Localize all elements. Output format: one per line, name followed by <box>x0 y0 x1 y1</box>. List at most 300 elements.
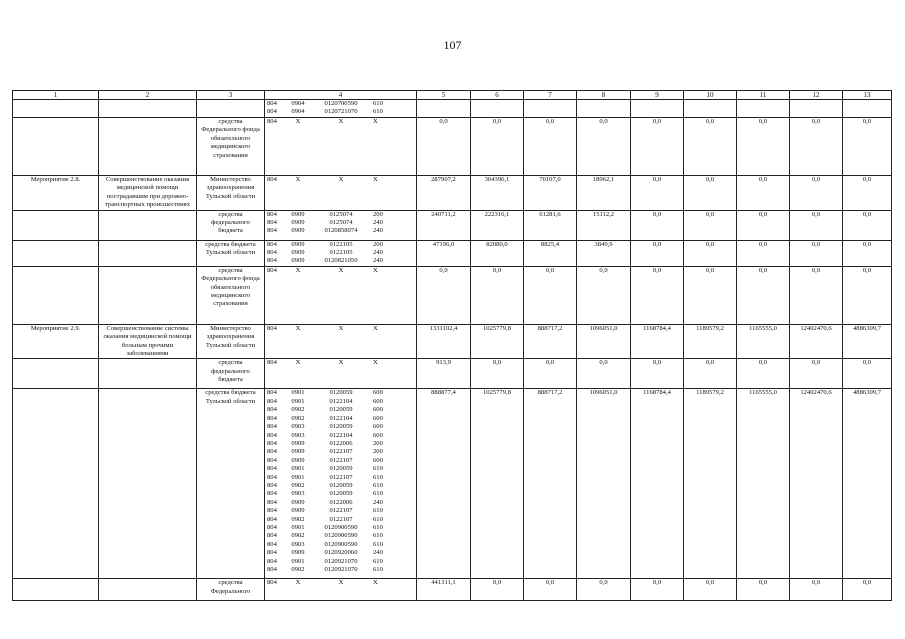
expense-type-code: 610 <box>373 490 383 498</box>
target-article-code: X <box>338 176 344 183</box>
budget-codes-cell <box>265 100 417 118</box>
expense-type-code: 240 <box>373 219 383 227</box>
section-code: 0902 <box>291 532 305 540</box>
expense-type-code: X <box>373 579 378 587</box>
ministry-code: 804 <box>267 549 277 557</box>
budget-codes-cell <box>265 389 417 579</box>
ministry-code: 804 <box>267 176 277 183</box>
amount-cell: 913,9 <box>417 359 471 389</box>
funding-source-cell: средства федерального бюджета <box>197 359 265 389</box>
table-row <box>13 176 892 211</box>
section-code: 0909 <box>291 249 305 257</box>
ministry-code: 804 <box>267 100 277 107</box>
funding-source-cell: средства Федерального фонда обязательного медицинского страхования <box>197 266 265 324</box>
ministry-code: 804 <box>267 249 277 257</box>
description-cell <box>99 579 197 601</box>
section-code: 0909 <box>291 210 305 218</box>
amount-cell: 304396,1 <box>471 176 524 211</box>
ministry-code: 804 <box>267 324 277 332</box>
amount-cell: 0,0 <box>471 266 524 324</box>
amount-cell: 4886309,7 <box>843 389 892 579</box>
amount-cell: 0,0 <box>737 240 790 266</box>
amount-cell: 0,0 <box>577 266 631 324</box>
amount-cell: 0,0 <box>417 266 471 324</box>
amount-cell: 0,0 <box>737 210 790 240</box>
description-cell <box>99 240 197 266</box>
amount-cell: 0,0 <box>843 240 892 266</box>
target-article-code: 0120921070 <box>324 566 358 573</box>
amount-cell: 1096051,0 <box>577 324 631 359</box>
ministry-code: 804 <box>267 414 277 422</box>
expense-type-code: 610 <box>373 566 383 573</box>
amount-cell: 0,0 <box>684 118 737 176</box>
budget-codes-cell <box>265 210 417 240</box>
budget-codes-cell <box>265 324 417 359</box>
budget-codes-cell <box>265 359 417 389</box>
funding-source-cell: средства федерального бюджета <box>197 210 265 240</box>
amount-cell: 0,0 <box>631 118 684 176</box>
section-code: X <box>295 324 301 332</box>
column-header-3: 3 <box>197 91 265 100</box>
ministry-code: 804 <box>267 465 277 473</box>
section-code: 0901 <box>291 397 305 405</box>
amount-cell <box>737 100 790 118</box>
amount-cell: 0,0 <box>577 118 631 176</box>
ministry-code: 804 <box>267 490 277 498</box>
amount-cell: 1025779,8 <box>471 389 524 579</box>
amount-cell: 287907,2 <box>417 176 471 211</box>
table-row <box>13 210 892 240</box>
amount-cell: 1165555,0 <box>737 324 790 359</box>
table-row <box>13 359 892 389</box>
amount-cell: 0,0 <box>790 359 843 389</box>
section-code: 0909 <box>291 439 305 447</box>
amount-cell <box>631 100 684 118</box>
section-code: 0902 <box>291 566 305 573</box>
column-header-5: 5 <box>417 91 471 100</box>
amount-cell: 0,0 <box>631 210 684 240</box>
target-article-code: 0120059 <box>329 490 353 498</box>
amount-cell: 0,0 <box>790 176 843 211</box>
ministry-code: 804 <box>267 448 277 456</box>
amount-cell: 12402470,6 <box>790 324 843 359</box>
section-code: 0909 <box>291 227 305 235</box>
expense-type-code: 600 <box>373 423 383 431</box>
expense-type-code: 240 <box>373 257 383 265</box>
expense-type-code: X <box>373 176 378 183</box>
target-article-code: 0122105 <box>329 240 353 248</box>
amount-cell: 441311,1 <box>417 579 471 601</box>
expense-type-code: 200 <box>373 240 383 248</box>
amount-cell: 0,0 <box>843 118 892 176</box>
amount-cell: 4886309,7 <box>843 324 892 359</box>
section-code: 0903 <box>291 490 305 498</box>
funding-source-cell: средства Федерального <box>197 579 265 601</box>
ministry-code: 804 <box>267 431 277 439</box>
column-header-1: 1 <box>13 91 99 100</box>
amount-cell: 0,0 <box>790 240 843 266</box>
section-code: X <box>295 118 301 125</box>
target-article-code: 0122107 <box>329 448 353 456</box>
expense-type-code: 610 <box>373 507 383 515</box>
target-article-code: 0120059 <box>329 481 353 489</box>
table-row <box>13 100 892 118</box>
section-code: 0909 <box>291 448 305 456</box>
expense-type-code: 610 <box>373 108 383 116</box>
amount-cell: 888717,2 <box>524 389 577 579</box>
expense-type-code: 610 <box>373 465 383 473</box>
target-article-code: 0120920060 <box>324 549 358 557</box>
target-article-code: X <box>338 359 344 367</box>
budget-codes-cell <box>265 118 417 176</box>
section-code: X <box>295 359 301 367</box>
ministry-code: 804 <box>267 473 277 481</box>
description-cell <box>99 389 197 579</box>
section-code: 0901 <box>291 473 305 481</box>
target-article-code: 0122006 <box>329 439 353 447</box>
ministry-code: 804 <box>267 481 277 489</box>
section-code: 0903 <box>291 431 305 439</box>
table-row <box>13 118 892 176</box>
section-code: 0902 <box>291 414 305 422</box>
target-article-code: 0120900590 <box>324 532 358 540</box>
amount-cell: 0,0 <box>577 579 631 601</box>
description-cell <box>99 118 197 176</box>
amount-cell: 0,0 <box>843 266 892 324</box>
ministry-code: 804 <box>267 532 277 540</box>
table-row <box>13 579 892 601</box>
amount-cell: 0,0 <box>631 266 684 324</box>
amount-cell: 0,0 <box>790 579 843 601</box>
amount-cell: 0,0 <box>631 240 684 266</box>
expense-type-code: 200 <box>373 210 383 218</box>
amount-cell: 1165555,0 <box>737 389 790 579</box>
amount-cell: 1189579,2 <box>684 389 737 579</box>
description-cell <box>99 266 197 324</box>
ministry-code: 804 <box>267 257 277 265</box>
section-code: 0909 <box>291 456 305 464</box>
expense-type-code: 600 <box>373 397 383 405</box>
page-number: 107 <box>443 38 462 52</box>
budget-codes-cell <box>265 240 417 266</box>
budget-codes-cell <box>265 176 417 211</box>
target-article-code: 0120059 <box>329 465 353 473</box>
amount-cell: 0,0 <box>737 176 790 211</box>
amount-cell: 18962,1 <box>577 176 631 211</box>
funding-source-cell: средства бюджета Тульской области <box>197 389 265 579</box>
amount-cell: 1096051,0 <box>577 389 631 579</box>
target-article-code: 0122104 <box>329 431 353 439</box>
target-article-code: 0120900590 <box>324 540 358 548</box>
target-article-code: X <box>338 266 344 274</box>
target-article-code: 0122107 <box>329 515 353 523</box>
measure-cell <box>13 579 99 601</box>
section-code: 0904 <box>291 108 305 116</box>
funding-source-cell: средства бюджета Тульской области <box>197 240 265 266</box>
amount-cell: 12402470,6 <box>790 389 843 579</box>
amount-cell <box>790 100 843 118</box>
target-article-code: 0122105 <box>329 249 353 257</box>
ministry-code: 804 <box>267 515 277 523</box>
expense-type-code: 200 <box>373 439 383 447</box>
amount-cell: 0,0 <box>843 210 892 240</box>
ministry-code: 804 <box>267 456 277 464</box>
expense-type-code: 600 <box>373 414 383 422</box>
description-cell <box>99 100 197 118</box>
expense-type-code: X <box>373 324 378 332</box>
amount-cell <box>843 100 892 118</box>
budget-table <box>12 90 892 601</box>
target-article-code: X <box>338 118 344 125</box>
amount-cell <box>684 100 737 118</box>
table-row <box>13 324 892 359</box>
section-code: 0902 <box>291 481 305 489</box>
section-code: 0903 <box>291 540 305 548</box>
amount-cell: 0,0 <box>843 176 892 211</box>
expense-type-code: 610 <box>373 515 383 523</box>
target-article-code: 0122107 <box>329 456 353 464</box>
amount-cell: 47196,0 <box>417 240 471 266</box>
amount-cell <box>577 100 631 118</box>
amount-cell <box>524 100 577 118</box>
ministry-code: 804 <box>267 423 277 431</box>
target-article-code: 0120059 <box>329 389 353 397</box>
funding-source-cell: Министерство здравоохранения Тульской области <box>197 324 265 359</box>
section-code: 0909 <box>291 549 305 557</box>
column-header-6: 6 <box>471 91 524 100</box>
ministry-code: 804 <box>267 566 277 573</box>
section-code: 0903 <box>291 423 305 431</box>
expense-type-code: 610 <box>373 100 383 107</box>
table-row <box>13 266 892 324</box>
section-code: 0909 <box>291 498 305 506</box>
description-cell: Совершенствование системы оказания медицинской помощи больным прочими заболеваниями <box>99 324 197 359</box>
section-code: X <box>295 266 301 274</box>
target-article-code: X <box>338 579 344 587</box>
amount-cell: 0,0 <box>471 118 524 176</box>
measure-cell: Мероприятие 2.9. <box>13 324 99 359</box>
section-code: 0901 <box>291 389 305 397</box>
ministry-code: 804 <box>267 540 277 548</box>
amount-cell: 0,0 <box>417 118 471 176</box>
expense-type-code: X <box>373 266 378 274</box>
expense-type-code: X <box>373 118 378 125</box>
section-code: 0909 <box>291 219 305 227</box>
amount-cell: 1331102,4 <box>417 324 471 359</box>
section-code: 0901 <box>291 557 305 565</box>
description-cell: Совершенствование оказания медицинской помощи пострадавшим при дорожно-транспортных происшествиях <box>99 176 197 211</box>
amount-cell: 0,0 <box>471 579 524 601</box>
amount-cell: 0,0 <box>684 240 737 266</box>
target-article-code: 0120059 <box>329 423 353 431</box>
amount-cell: 0,0 <box>684 579 737 601</box>
column-header-10: 10 <box>684 91 737 100</box>
amount-cell: 61281,6 <box>524 210 577 240</box>
amount-cell: 0,0 <box>737 118 790 176</box>
amount-cell: 82080,0 <box>471 240 524 266</box>
amount-cell: 0,0 <box>843 359 892 389</box>
ministry-code: 804 <box>267 389 277 397</box>
target-article-code: 0125074 <box>329 210 353 218</box>
amount-cell: 0,0 <box>790 210 843 240</box>
target-article-code: 0122006 <box>329 498 353 506</box>
ministry-code: 804 <box>267 219 277 227</box>
section-code: 0909 <box>291 240 305 248</box>
section-code: 0901 <box>291 465 305 473</box>
amount-cell: 0,0 <box>684 266 737 324</box>
amount-cell: 0,0 <box>737 579 790 601</box>
ministry-code: 804 <box>267 227 277 235</box>
target-article-code: X <box>338 324 344 332</box>
measure-cell <box>13 100 99 118</box>
amount-cell: 222316,1 <box>471 210 524 240</box>
expense-type-code: 240 <box>373 498 383 506</box>
measure-cell <box>13 240 99 266</box>
amount-cell: 0,0 <box>471 359 524 389</box>
ministry-code: 804 <box>267 359 277 367</box>
amount-cell: 0,0 <box>631 579 684 601</box>
ministry-code: 804 <box>267 557 277 565</box>
expense-type-code: X <box>373 359 378 367</box>
column-header-4: 4 <box>265 91 417 100</box>
amount-cell: 8825,4 <box>524 240 577 266</box>
column-header-7: 7 <box>524 91 577 100</box>
table-row <box>13 389 892 579</box>
column-header-2: 2 <box>99 91 197 100</box>
expense-type-code: 240 <box>373 227 383 235</box>
funding-source-cell: средства Федерального фонда обязательного медицинского страхования <box>197 118 265 176</box>
budget-codes-cell <box>265 579 417 601</box>
expense-type-code: 610 <box>373 473 383 481</box>
amount-cell: 1025779,8 <box>471 324 524 359</box>
expense-type-code: 610 <box>373 481 383 489</box>
expense-type-code: 240 <box>373 249 383 257</box>
expense-type-code: 600 <box>373 406 383 414</box>
expense-type-code: 610 <box>373 540 383 548</box>
target-article-code: 0120700590 <box>324 100 358 107</box>
section-code: 0904 <box>291 100 305 107</box>
target-article-code: 0122104 <box>329 397 353 405</box>
section-code: 0902 <box>291 406 305 414</box>
expense-type-code: 610 <box>373 532 383 540</box>
ministry-code: 804 <box>267 210 277 218</box>
amount-cell: 888877,4 <box>417 389 471 579</box>
amount-cell: 1189579,2 <box>684 324 737 359</box>
amount-cell: 0,0 <box>790 118 843 176</box>
ministry-code: 804 <box>267 439 277 447</box>
amount-cell: 0,0 <box>524 359 577 389</box>
funding-source-cell <box>197 100 265 118</box>
section-code: 0902 <box>291 515 305 523</box>
section-code: 0901 <box>291 523 305 531</box>
amount-cell <box>417 100 471 118</box>
target-article-code: 0120858074 <box>324 227 358 235</box>
amount-cell: 3849,9 <box>577 240 631 266</box>
section-code: 0909 <box>291 507 305 515</box>
ministry-code: 804 <box>267 507 277 515</box>
column-header-row <box>13 91 892 100</box>
ministry-code: 804 <box>267 397 277 405</box>
funding-source-cell: Министерство здравоохранения Тульской области <box>197 176 265 211</box>
measure-cell <box>13 210 99 240</box>
ministry-code: 804 <box>267 266 277 274</box>
section-code: X <box>295 579 301 587</box>
target-article-code: 0120059 <box>329 406 353 414</box>
amount-cell: 0,0 <box>524 266 577 324</box>
expense-type-code: 600 <box>373 456 383 464</box>
target-article-code: 0122107 <box>329 507 353 515</box>
measure-cell <box>13 389 99 579</box>
amount-cell: 0,0 <box>631 359 684 389</box>
column-header-9: 9 <box>631 91 684 100</box>
expense-type-code: 610 <box>373 557 383 565</box>
section-code: X <box>295 176 301 183</box>
amount-cell <box>471 100 524 118</box>
amount-cell: 15112,2 <box>577 210 631 240</box>
amount-cell: 0,0 <box>524 118 577 176</box>
column-header-12: 12 <box>790 91 843 100</box>
ministry-code: 804 <box>267 579 277 587</box>
table-row <box>13 240 892 266</box>
target-article-code: 0120721070 <box>324 108 358 116</box>
target-article-code: 0122107 <box>329 473 353 481</box>
column-header-13: 13 <box>843 91 892 100</box>
amount-cell: 0,0 <box>684 359 737 389</box>
amount-cell: 0,0 <box>524 579 577 601</box>
amount-cell: 0,0 <box>684 176 737 211</box>
amount-cell: 1168784,4 <box>631 389 684 579</box>
column-header-8: 8 <box>577 91 631 100</box>
expense-type-code: 600 <box>373 389 383 397</box>
measure-cell <box>13 118 99 176</box>
target-article-code: 0122104 <box>329 414 353 422</box>
amount-cell: 70107,0 <box>524 176 577 211</box>
expense-type-code: 200 <box>373 448 383 456</box>
amount-cell: 0,0 <box>737 359 790 389</box>
measure-cell <box>13 266 99 324</box>
column-header-11: 11 <box>737 91 790 100</box>
amount-cell: 888717,2 <box>524 324 577 359</box>
ministry-code: 804 <box>267 498 277 506</box>
amount-cell: 0,0 <box>577 359 631 389</box>
target-article-code: 0120921070 <box>324 557 358 565</box>
ministry-code: 804 <box>267 240 277 248</box>
expense-type-code: 240 <box>373 549 383 557</box>
ministry-code: 804 <box>267 108 277 116</box>
target-article-code: 0125074 <box>329 219 353 227</box>
ministry-code: 804 <box>267 523 277 531</box>
amount-cell: 0,0 <box>631 176 684 211</box>
ministry-code: 804 <box>267 118 277 125</box>
description-cell <box>99 210 197 240</box>
amount-cell: 1168784,4 <box>631 324 684 359</box>
section-code: 0909 <box>291 257 305 265</box>
amount-cell: 240711,2 <box>417 210 471 240</box>
expense-type-code: 600 <box>373 431 383 439</box>
expense-type-code: 610 <box>373 523 383 531</box>
measure-cell <box>13 359 99 389</box>
description-cell <box>99 359 197 389</box>
amount-cell: 0,0 <box>684 210 737 240</box>
measure-cell: Мероприятие 2.8. <box>13 176 99 211</box>
amount-cell: 0,0 <box>790 266 843 324</box>
ministry-code: 804 <box>267 406 277 414</box>
budget-codes-cell <box>265 266 417 324</box>
amount-cell: 0,0 <box>843 579 892 601</box>
target-article-code: 0120900590 <box>324 523 358 531</box>
target-article-code: 0120821050 <box>324 257 358 265</box>
amount-cell: 0,0 <box>737 266 790 324</box>
